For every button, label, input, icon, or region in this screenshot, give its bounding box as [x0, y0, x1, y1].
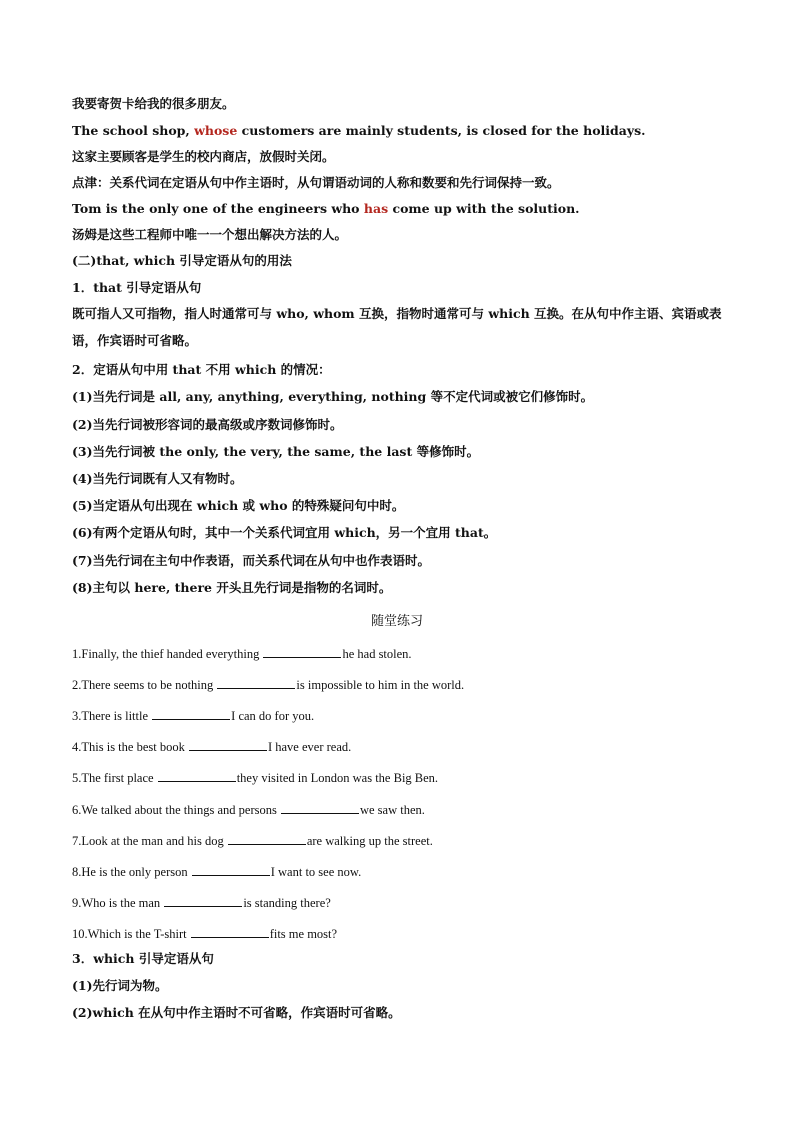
exercise-item: 1.Finally, the thief handed everything he had stolen.	[72, 647, 412, 661]
answer-blank[interactable]	[152, 709, 230, 720]
answer-blank[interactable]	[192, 865, 270, 876]
exercise-item: 10.Which is the T-shirt fits me most?	[72, 927, 338, 941]
exercise-item: 7.Look at the man and his dog are walking up the street.	[72, 834, 433, 848]
rule-item: (2)当先行词被形容词的最高级或序数词修饰时。	[72, 417, 343, 432]
subsection-3-title: 3．which 引导定语从句	[72, 951, 214, 966]
answer-blank[interactable]	[191, 927, 269, 938]
example-2-post: come up with the solution.	[388, 201, 580, 216]
example-1-post: customers are mainly students, is closed for the holidays.	[237, 123, 646, 138]
example-2-highlight: has	[363, 201, 389, 216]
exercise-item: 8.He is the only person I want to see now.	[72, 865, 362, 879]
subsection-2-title: 2．定语从句中用 that 不用 which 的情况：	[72, 362, 331, 377]
answer-blank[interactable]	[217, 678, 295, 689]
exercise-item: 4.This is the best book I have ever read.	[72, 740, 352, 754]
exercise-item: 6.We talked about the things and persons we saw then.	[72, 803, 425, 817]
exercise-item: 5.The first place they visited in London was the Big Ben.	[72, 771, 439, 785]
answer-blank[interactable]	[189, 740, 267, 751]
practice-title: 随堂练习	[370, 614, 423, 629]
which-rule-item: (1)先行词为物。	[72, 978, 168, 993]
subsection-1-title: 1．that 引导定语从句	[72, 280, 202, 295]
answer-blank[interactable]	[281, 803, 359, 814]
intro-chinese: 我要寄贺卡给我的很多朋友。	[72, 96, 235, 111]
subsection-1-body: 既可指人又可指物，指人时通常可与 who, whom 互换，指物时通常可与 which 互换。在从句中作主语、宾语或表语，作宾语时可省略。	[72, 306, 722, 348]
example-1-chinese: 这家主要顾客是学生的校内商店，放假时关闭。	[72, 149, 335, 164]
tip-note: 点津：关系代词在定语从句中作主语时，从句谓语动词的人称和数要和先行词保持一致。	[72, 175, 560, 190]
rule-item: (6)有两个定语从句时，其中一个关系代词宜用 which，另一个宜用 that。	[72, 525, 497, 540]
example-1-highlight: whose	[194, 123, 238, 138]
rule-item: (4)当先行词既有人又有物时。	[72, 471, 243, 486]
rule-item: (8)主句以 here, there 开头且先行词是指物的名词时。	[72, 580, 392, 595]
rule-item: (7)当先行词在主句中作表语，而关系代词在从句中也作表语时。	[72, 553, 431, 568]
example-2-pre: Tom is the only one of the engineers who	[72, 201, 364, 216]
answer-blank[interactable]	[263, 647, 341, 658]
answer-blank[interactable]	[228, 834, 306, 845]
rule-item: (1)当先行词是 all, any, anything, everything, nothing 等不定代词或被它们修饰时。	[72, 389, 594, 404]
which-rule-item: (2)which 在从句中作主语时不可省略，作宾语时可省略。	[72, 1005, 401, 1020]
answer-blank[interactable]	[164, 896, 242, 907]
rule-item: (3)当先行词被 the only, the very, the same, the last 等修饰时。	[72, 444, 480, 459]
exercise-item: 3.There is little I can do for you.	[72, 709, 315, 723]
example-2	[72, 201, 580, 217]
answer-blank[interactable]	[158, 771, 236, 782]
rule-item: (5)当定语从句出现在 which 或 who 的特殊疑问句中时。	[72, 498, 405, 513]
example-1-pre: The school shop,	[72, 123, 195, 138]
example-1	[72, 123, 646, 139]
section-title: (二)that, which 引导定语从句的用法	[72, 253, 292, 268]
exercise-item: 2.There seems to be nothing is impossible to him in the world.	[72, 678, 465, 692]
example-2-chinese: 汤姆是这些工程师中唯一一个想出解决方法的人。	[72, 227, 348, 242]
exercise-item: 9.Who is the man is standing there?	[72, 896, 331, 910]
